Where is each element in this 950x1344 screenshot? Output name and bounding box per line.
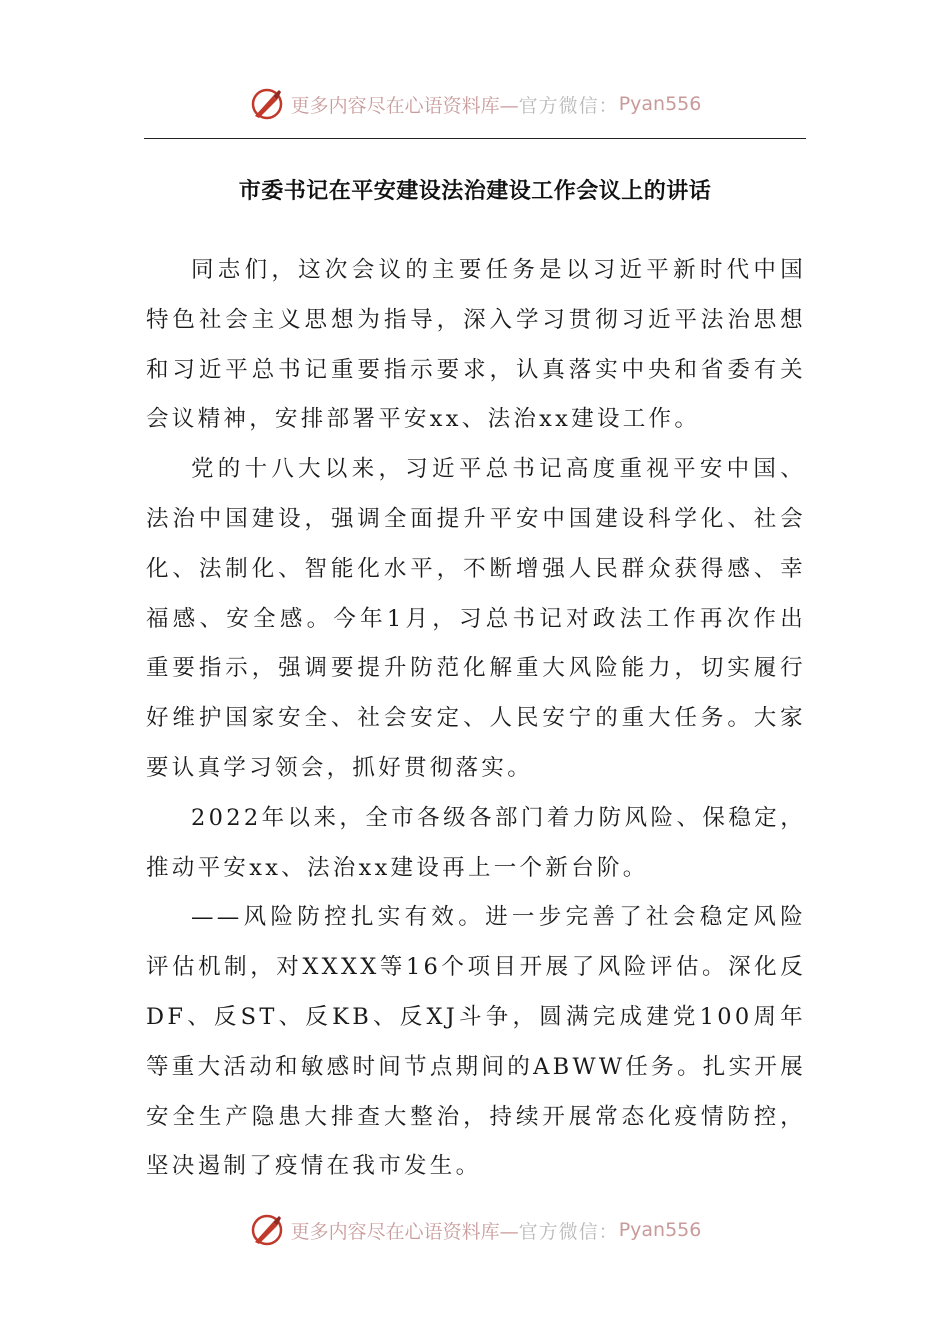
- pen-logo-icon: [249, 86, 285, 122]
- watermark-main-text: 更多内容尽在心语资料库—: [290, 1220, 519, 1243]
- watermark-wechat-label: 官方微信：: [518, 94, 619, 117]
- document-title: 市委书记在平安建设法治建设工作会议上的讲话: [238, 178, 712, 204]
- paragraph: ——风险防控扎实有效。进一步完善了社会稳定风险评估机制，对XXXX等16个项目开展了风险评估。深化反DF、反ST、反KB、反XJ斗争，圆满完成建党100周年等重大活动和敏感时间节点期间的ABWW任务。扎实开展安全生产隐患大排查大整治，持续开展常态化疫情防控，坚决遏制了疫情在我市发生。: [146, 904, 806, 1180]
- header-divider: [144, 138, 806, 139]
- watermark-wechat-id: Pyan556: [618, 1219, 702, 1241]
- watermark-banner-top: [0, 82, 950, 126]
- watermark-banner-bottom: [0, 1208, 950, 1252]
- paragraph: 同志们，这次会议的主要任务是以习近平新时代中国特色社会主义思想为指导，深入学习贯彻习近平法治思想和习近平总书记重要指示要求，认真落实中央和省委有关会议精神，安排部署平安xx、法治xx建设工作。: [146, 257, 806, 433]
- watermark-main-text: 更多内容尽在心语资料库—: [290, 94, 519, 117]
- document-body: [146, 246, 806, 1192]
- watermark-wechat-label: 官方微信：: [518, 1220, 619, 1243]
- watermark-wechat-id: Pyan556: [618, 93, 702, 115]
- paragraph: 党的十八大以来，习近平总书记高度重视平安中国、法治中国建设，强调全面提升平安中国建设科学化、社会化、法制化、智能化水平，不断增强人民群众获得感、幸福感、安全感。今年1月，习总书记对政法工作再次作出重要指示，强调要提升防范化解重大风险能力，切实履行好维护国家安全、社会安定、人民安宁的重大任务。大家要认真学习领会，抓好贯彻落实。: [146, 456, 806, 781]
- paragraph: 2022年以来，全市各级各部门着力防风险、保稳定，推动平安xx、法治xx建设再上一个新台阶。: [146, 804, 806, 881]
- pen-logo-icon: [249, 1212, 285, 1248]
